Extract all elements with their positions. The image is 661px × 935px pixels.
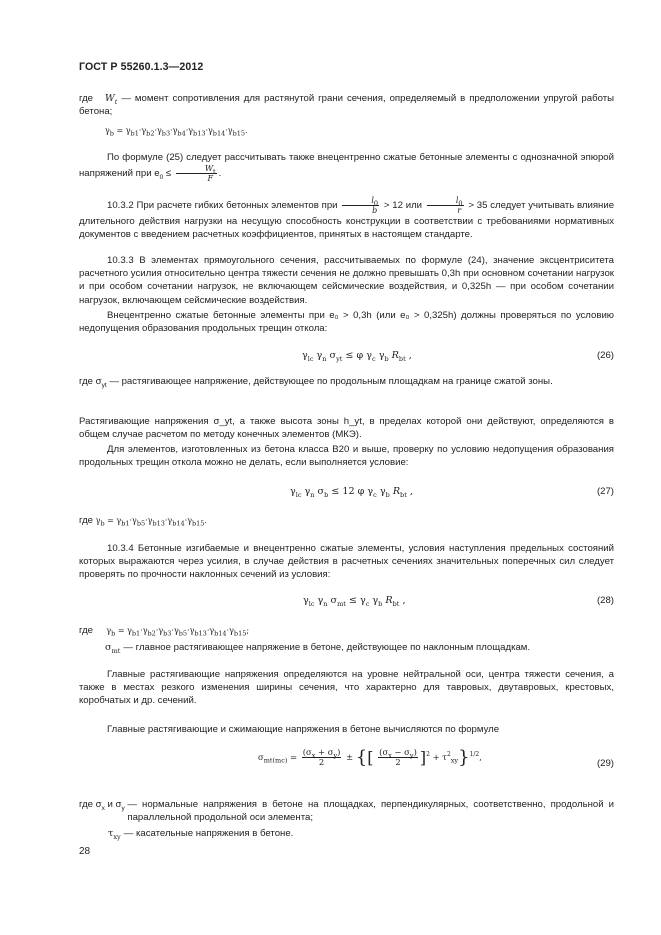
equation-29: $\sigma_{mt(mc)}$ = $\frac{(\sigma_x + \sigma_y)}{2}$ ± {[ $\frac{(\sigma_x - \sigma_y)}{2}$ ]$^2 + \tau^2_{xy}\}^{1/2}$, (258, 747, 482, 768)
paragraph-wt-definition: где $W_t$ — момент сопротивления для растянутой грани сечения, определяемый в предположении упругой работы бетона; (79, 93, 614, 118)
gamma-b-definition-27: где $\gamma_b = \gamma_{b1}\cdot\gamma_{b5}\cdot\gamma_{b13}\cdot\gamma_{b14}\cdot\gamma_{b15}$. (79, 515, 207, 528)
paragraph-b20-concrete: Для элементов, изготовленных из бетона класса В20 и выше, проверку по условию недопущения образования продольных трещин откола можно не делать, если выполняется условие: (79, 444, 614, 469)
equation-29-number: (29) (596, 758, 614, 769)
definition-tau-xy: $\tau_{xy}$ — касательные напряжения в бетоне. (108, 828, 294, 841)
paragraph-principal-stresses: Главные растягивающие напряжения определяются на уровне нейтральной оси, центра тяжести сечения, а также в местах резкого изменения ширины сечения, что характерно для тавровых, двутавровых, крестовых, коробчатых и др. сечений. (79, 669, 614, 707)
paragraph-10-3-3: 10.3.3 В элементах прямоугольного сечения, рассчитываемых по формуле (24), значение эксцентриситета расчетного усилия относительно центра тяжести сечения не должно превышать 0,3h при основном сочетании нагрузок и при особом сочетании нагрузок, не включающем сейсмические воздействия, и 0,325h — при особом сочетании нагрузок, включающем сейсмические воздействия. (79, 255, 614, 306)
document-header: ГОСТ Р 55260.1.3—2012 (79, 61, 204, 73)
gamma-b-definition: $\gamma_b = \gamma_{b1}\cdot\gamma_{b2}\cdot\gamma_{b3}\cdot\gamma_{b4}\cdot\gamma_{b13}\cdot\gamma_{b14}\cdot\gamma_{b15}$. (105, 126, 248, 138)
paragraph-10-3-4: 10.3.4 Бетонные изгибаемые и внецентренно сжатые элементы, условия наступления предельных состояний которых выражаются через усилия, в случае действия в расчетных сечениях значительных поперечных сил следует проверять по прочности наклонных сечений из условия: (79, 543, 614, 581)
fraction-w-over-f: $\frac{W_t}{F}$ (176, 164, 217, 183)
paragraph-10-3-2: 10.3.2 При расчете гибких бетонных элементов при $\frac{l_0}{b}$ > 12 или $\frac{l_0}{r}$ > 35 следует учитывать влияние длительного действия нагрузки на несущую способность конструкции в соответствии с требованиями нормативных документов с введением расчетных коэффициентов, принятых в настоящем стандарте. (79, 196, 615, 241)
equation-28-number: (28) (596, 595, 614, 606)
paragraph-formula-25: По формуле (25) следует рассчитывать также внецентренно сжатые бетонные элементы с однозначной эпюрой напряжений при $e_0$ ≤ $\frac{W_t}{F}$ . (79, 152, 614, 184)
gamma-b-definition-28: где $\gamma_b = \gamma_{b1}\cdot\gamma_{b2}\cdot\gamma_{b3}\cdot\gamma_{b5}\cdot\gamma_{b13}\cdot\gamma_{b14}\cdot\gamma_{b15}$; (79, 625, 250, 638)
page-number: 28 (79, 846, 91, 857)
definition-sigma-x-y: где $\sigma_x$ и $\sigma_y$ — нормальные напряжения в бетоне на площадках, перпендикулярных, соответственно, продольной и параллельной продольной оси элемента; (79, 799, 614, 824)
fraction-l0-over-b: $\frac{l_0}{b}$ (342, 196, 379, 215)
fraction-l0-over-r: $\frac{l_0}{r}$ (427, 196, 464, 215)
equation-27: $\gamma_{lc}$ $\gamma_n$ $\sigma_b \le 12$ φ $\gamma_c$ $\gamma_b$ $R_{bt}$ , (290, 486, 413, 499)
equation-28: $\gamma_{lc}$ $\gamma_n$ $\sigma_{mt} \le \gamma_c$ $\gamma_b$ $R_{bt}$ , (303, 595, 406, 608)
equation-26-number: (26) (596, 350, 614, 361)
definition-sigma-yt: где $\sigma_{yt}$ — растягивающее напряжение, действующее по продольным площадкам на границе сжатой зоны. (79, 376, 553, 389)
paragraph-formula-29-intro: Главные растягивающие и сжимающие напряжения в бетоне вычисляются по формуле (107, 724, 500, 735)
equation-27-number: (27) (596, 486, 614, 497)
equation-26: $\gamma_{lc}$ $\gamma_n$ $\sigma_{yt} \le \varphi$ $\gamma_c$ $\gamma_b$ $R_{bt}$ , (302, 350, 412, 363)
paragraph-eccentric-elements: Внецентренно сжатые бетонные элементы при e₀ > 0,3h (или e₀ > 0,325h) должны проверяться по условию недопущения образования продольных трещин откола: (79, 310, 614, 335)
paragraph-tensile-stresses: Растягивающие напряжения σ_yt, а также высота зоны h_yt, в пределах которой они действуют, определяются в общем случае расчетом по методу конечных элементов (МКЭ). (79, 416, 614, 441)
definition-sigma-mt: $\sigma_{mt}$ — главное растягивающее напряжение в бетоне, действующее по наклонным площадкам. (105, 642, 531, 655)
